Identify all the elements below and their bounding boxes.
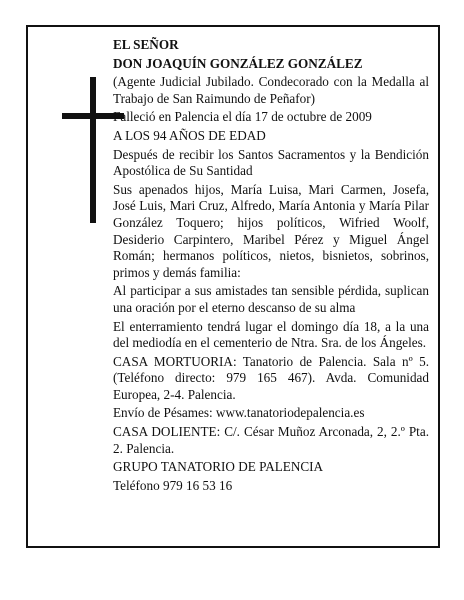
- burial-info: El enterramiento tendrá lugar el domingo día 18, a la una del mediodía en el cementerio de Ntra. Sra. de los Ángeles.: [113, 318, 429, 351]
- honorific: EL SEÑOR: [113, 37, 179, 52]
- phone: Teléfono 979 16 53 16: [113, 477, 233, 493]
- sacraments: Después de recibir los Santos Sacramentos y la Bendición Apostólica de Su Santidad: [113, 146, 429, 179]
- deceased-title: (Agente Judicial Jubilado. Condecorado con la Medalla al Trabajo de San Raimundo de Peñafor): [113, 74, 429, 106]
- mortuary-info: CASA MORTUORIA: Tanatorio de Palencia. Sala nº 5. (Teléfono directo: 979 165 467). Avda. Comunidad Europea, 2-4. Palencia.: [113, 353, 429, 402]
- cross-icon: [90, 77, 96, 223]
- obituary-text: [113, 37, 429, 496]
- death-notice: Falleció en Palencia el día 17 de octubre de 2009: [113, 109, 372, 125]
- deceased-name: DON JOAQUÍN GONZÁLEZ GONZÁLEZ: [113, 55, 363, 71]
- family: Sus apenados hijos, María Luisa, Mari Carmen, Josefa, José Luis, Mari Cruz, Alfredo, María Antonia y María Pilar González Toquero; hijos políticos, Wifried Woolf, Desiderio Carpintero, Maribel Pérez y Miguel Ángel Román; hermanos políticos, nietos, bisnietos, sobrinos, primos y demás familia:: [113, 181, 429, 280]
- condolences-info: Envío de Pésames: www.tanatoriodepalencia.es: [113, 405, 365, 421]
- residence-info: CASA DOLIENTE: C/. César Muñoz Arconada, 2, 2.º Pta. 2. Palencia.: [113, 424, 429, 456]
- age: A LOS 94 AÑOS DE EDAD: [113, 127, 266, 143]
- funeral-group: GRUPO TANATORIO DE PALENCIA: [113, 459, 324, 475]
- prayer-request: Al participar a sus amistades tan sensible pérdida, suplican una oración por el eterno descanso de su alma: [113, 283, 429, 315]
